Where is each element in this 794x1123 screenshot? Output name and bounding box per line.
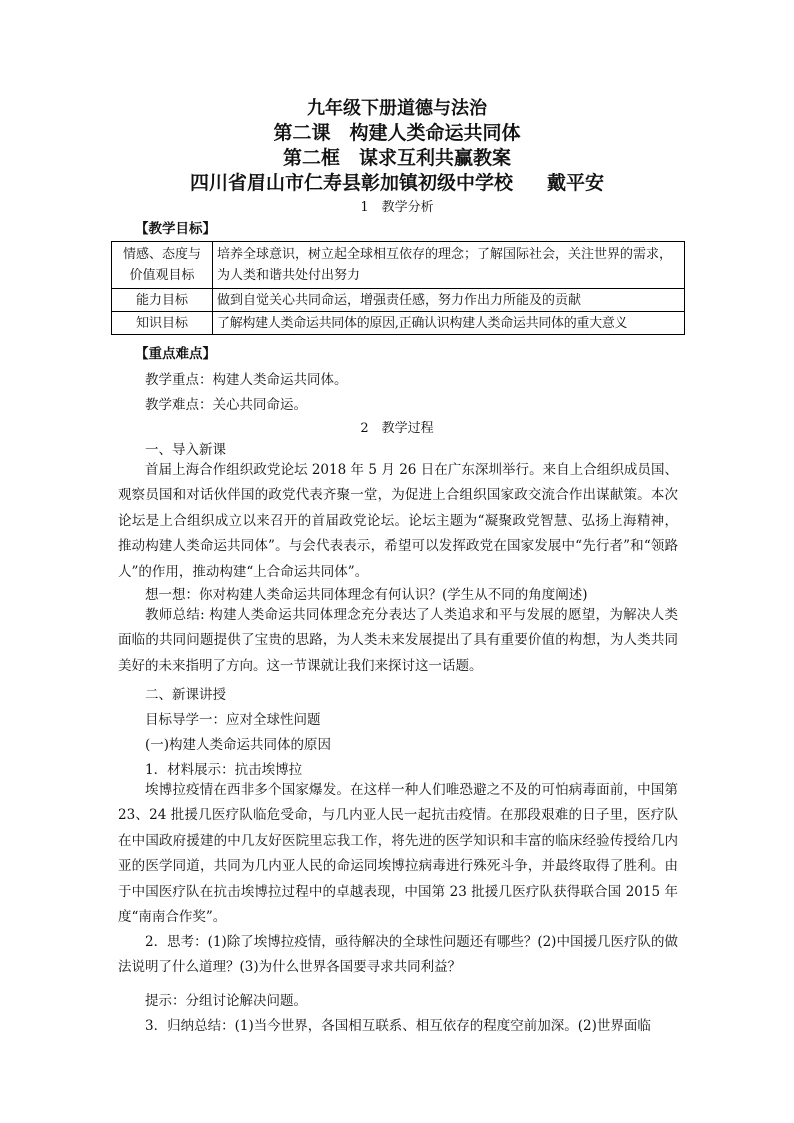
school-name: 四川省眉山市仁寿县彰加镇初级中学校	[189, 172, 513, 194]
question-paragraph: 2．思考：(1)除了埃博拉疫情，亟待解决的全球性问题还有哪些？(2)中国援几医疗队的做法说明了什么道理？(3)为什么世界各国要寻求共同利益？	[118, 934, 678, 976]
section-title: 第二框 谋求互利共赢教案	[282, 147, 511, 169]
lesson-title: 第二课 构建人类命运共同体	[273, 122, 521, 144]
difficult-point: 教学难点：关心共同命运。	[145, 397, 307, 413]
teaching-goals-table	[111, 241, 685, 335]
teacher-summary: 教师总结: 构建人类命运共同体理念充分表达了人类追求和平与发展的愿望，为解决人类面临的共同问题提供了宝贵的思路，为人类未来发展提出了具有重要价值的构想，为人类共同美好的未来指明了方向。这一节课就让我们来探讨这一话题。	[118, 607, 678, 674]
table-row	[112, 242, 685, 289]
material-title: 1．材料展示：抗击埃博拉	[145, 762, 303, 778]
material-paragraph: 埃博拉疫情在西非多个国家爆发。在这样一种人们唯恐避之不及的可怕病毒面前，中国第 23、24 批援几医疗队临危受命，与几内亚人民一起抗击疫情。在那段艰难的日子里，医疗队在中国政府援建的中几友好医院里忘我工作，将先进的医学知识和丰富的临床经验传授给几内亚的医学同道，共同为几内亚人民的命运同埃博拉病毒进行殊死斗争，并最终取得了胜利。由于中国医疗队在抗击埃博拉过程中的卓越表现，中国第 23 批援几医疗队获得联合国 2015 年度“南南合作奖”。	[118, 782, 678, 926]
goal-content: 培养全球意识，树立起全球相互依存的理念；了解国际社会，关注世界的需求，为人类和谐共处付出努力	[213, 242, 685, 289]
table-row	[112, 289, 685, 312]
think-question: 想一想：你对构建人类命运共同体理念有何认识？(学生从不同的角度阐述)	[145, 587, 588, 603]
guide-heading: 目标导学一：应对全球性问题	[145, 712, 321, 728]
intro-paragraph: 首届上海合作组织政党论坛 2018 年 5 月 26 日在广东深圳举行。来自上合组织成员国、观察员国和对话伙伴国的政党代表齐聚一堂，为促进上合组织国家政交流合作出谋献策。本次论坛是上合组织成立以来召开的首届政党论坛。论坛主题为“凝聚政党智慧、弘扬上海精神，推动构建人类命运共同体”。与会代表表示，希望可以发挥政党在国家发展中“先行者”和“领路人”的作用，推动构建“上合命运共同体”。	[118, 462, 678, 580]
goal-category: 能力目标	[112, 289, 213, 312]
section-heading-process: 2 教学过程	[360, 421, 434, 436]
summary-line: 3．归纳总结：(1)当今世界，各国相互联系、相互依存的程度空前加深。(2)世界面临	[145, 1018, 651, 1034]
table-row	[112, 312, 685, 335]
hint-line: 提示：分组讨论解决问题。	[145, 993, 307, 1009]
key-point: 教学重点：构建人类命运共同体。	[145, 372, 348, 388]
goal-category: 知识目标	[112, 312, 213, 335]
part1-title: 一、导入新课	[145, 442, 226, 458]
goals-heading: 【教学目标】	[135, 221, 216, 237]
section-heading-analysis: 1 教学分析	[360, 200, 434, 215]
part2-title: 二、新课讲授	[145, 687, 226, 703]
goal-content: 做到自觉关心共同命运，增强责任感，努力作出力所能及的贡献	[213, 289, 685, 312]
subsection-heading: (一)构建人类命运共同体的原因	[145, 737, 332, 753]
school-author-line	[0, 171, 794, 195]
key-points-heading: 【重点难点】	[135, 346, 216, 362]
course-title: 九年级下册道德与法治	[307, 98, 487, 119]
goal-category: 情感、态度与 价值观目标	[112, 242, 213, 289]
goal-content: 了解构建人类命运共同体的原因,正确认识构建人类命运共同体的重大意义	[213, 312, 685, 335]
author-name: 戴平安	[547, 172, 605, 194]
